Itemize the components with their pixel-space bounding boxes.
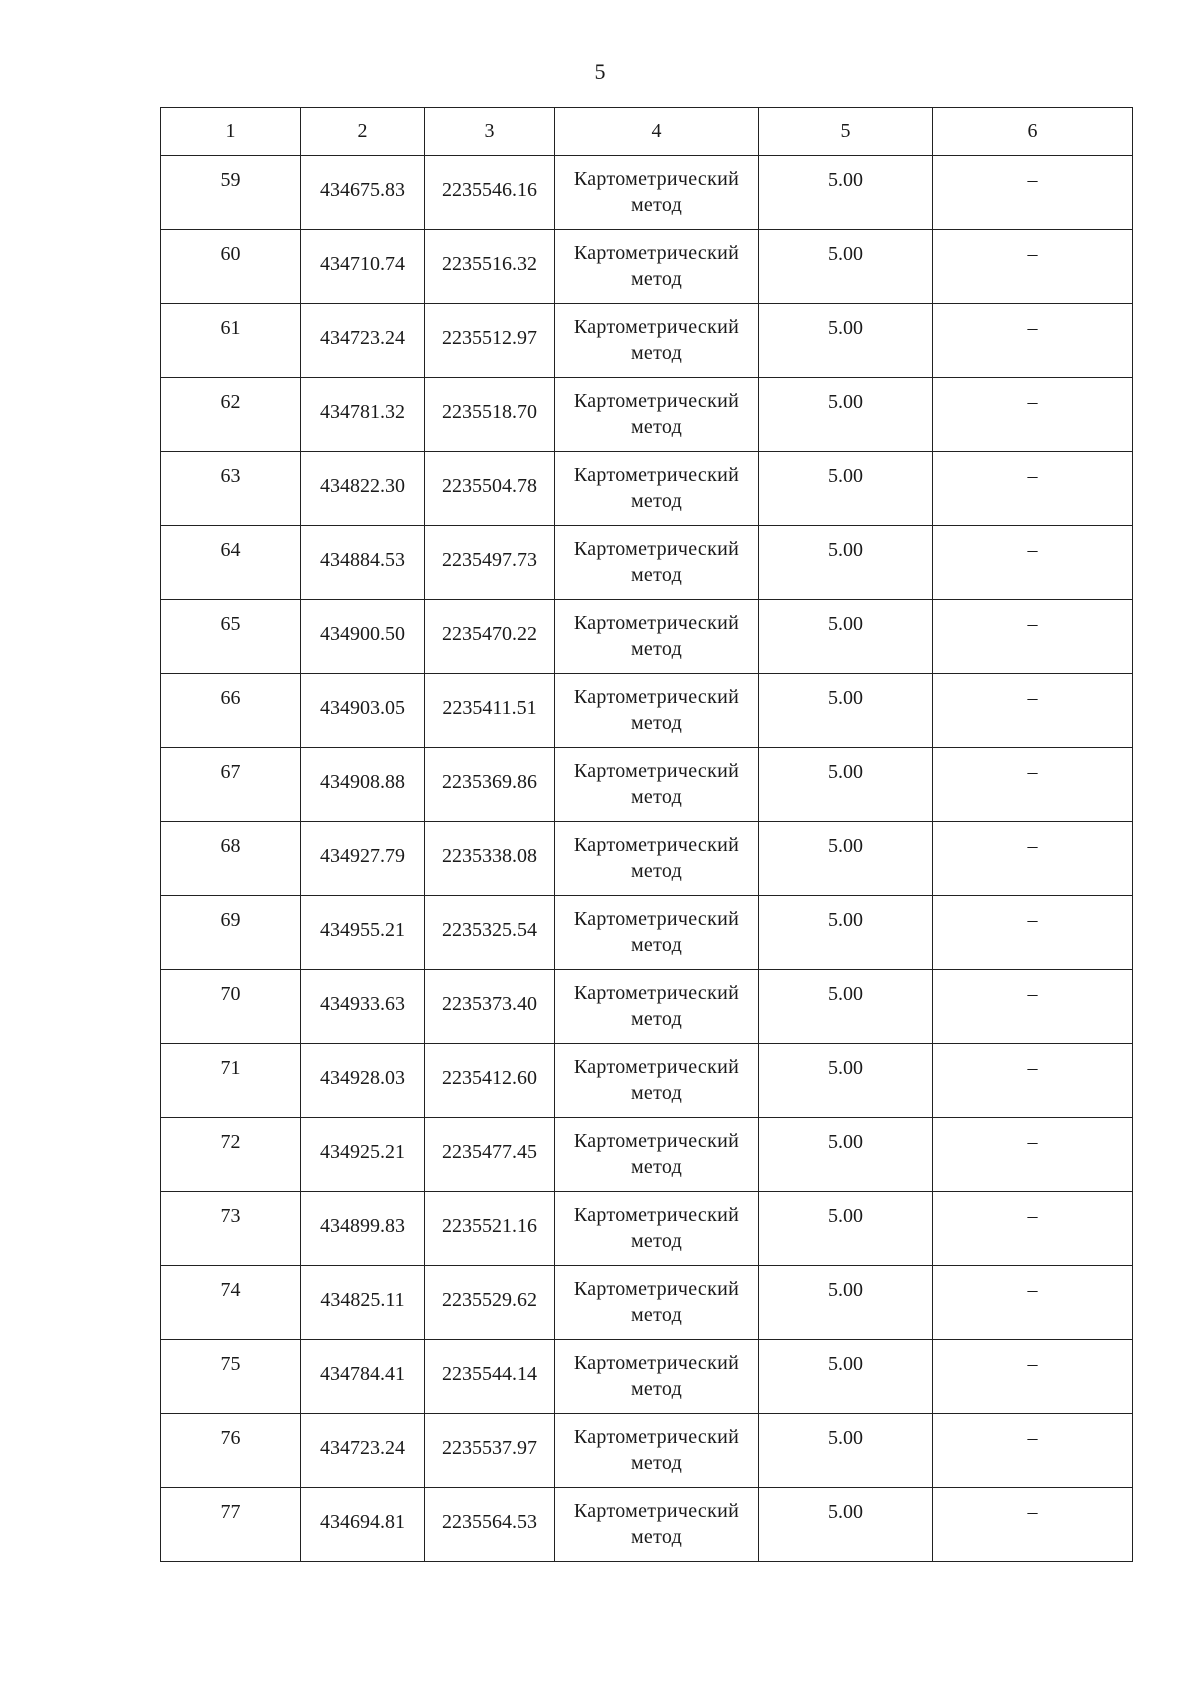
y-coordinate-cell (425, 304, 555, 378)
accuracy-cell (759, 230, 933, 304)
method-text (555, 684, 758, 736)
accuracy-value: 5.00 (828, 243, 863, 265)
accuracy-value: 5.00 (828, 539, 863, 561)
x-coordinate-cell (301, 230, 425, 304)
note-dash: – (1027, 909, 1038, 931)
y-coordinate-cell (425, 1044, 555, 1118)
point-number: 67 (220, 761, 241, 783)
accuracy-cell (759, 304, 933, 378)
note-dash: – (1027, 243, 1038, 265)
table-row (161, 1340, 1133, 1414)
note-cell (933, 600, 1133, 674)
method-cell (555, 156, 759, 230)
method-line-2: метод (630, 1378, 683, 1400)
table-row (161, 896, 1133, 970)
accuracy-cell (759, 1192, 933, 1266)
method-cell (555, 600, 759, 674)
method-cell (555, 1044, 759, 1118)
y-coordinate: 2235338.08 (442, 845, 537, 867)
x-coordinate: 434723.24 (320, 327, 405, 349)
accuracy-cell (759, 452, 933, 526)
method-line-2: метод (630, 268, 683, 290)
x-coordinate: 434900.50 (320, 623, 405, 645)
y-coordinate: 2235546.16 (442, 179, 537, 201)
page-number: 5 (594, 59, 606, 84)
method-line-2: метод (630, 638, 683, 660)
x-coordinate: 434928.03 (320, 1067, 405, 1089)
method-line-1: Картометрический (573, 168, 740, 190)
accuracy-cell (759, 970, 933, 1044)
note-dash: – (1027, 1501, 1038, 1523)
method-line-1: Картометрический (573, 1352, 740, 1374)
point-number: 74 (220, 1279, 241, 1301)
method-line-1: Картометрический (573, 760, 740, 782)
point-number: 68 (220, 835, 241, 857)
note-cell (933, 378, 1133, 452)
point-number-cell (161, 304, 301, 378)
note-cell (933, 896, 1133, 970)
method-cell (555, 822, 759, 896)
x-coordinate-cell (301, 822, 425, 896)
accuracy-cell (759, 1414, 933, 1488)
method-text (555, 240, 758, 292)
note-cell (933, 970, 1133, 1044)
method-text (555, 1276, 758, 1328)
y-coordinate-cell (425, 674, 555, 748)
accuracy-cell (759, 1488, 933, 1562)
x-coordinate: 434899.83 (320, 1215, 405, 1237)
point-number-cell (161, 600, 301, 674)
table-row (161, 600, 1133, 674)
method-text (555, 462, 758, 514)
point-number: 71 (220, 1057, 241, 1079)
point-number: 64 (220, 539, 241, 561)
point-number-cell (161, 970, 301, 1044)
method-cell (555, 674, 759, 748)
x-coordinate-cell (301, 970, 425, 1044)
method-text (555, 1128, 758, 1180)
x-coordinate-cell (301, 1044, 425, 1118)
x-coordinate: 434784.41 (320, 1363, 405, 1385)
y-coordinate-cell (425, 600, 555, 674)
note-dash: – (1027, 1205, 1038, 1227)
accuracy-cell (759, 674, 933, 748)
accuracy-value: 5.00 (828, 465, 863, 487)
x-coordinate: 434723.24 (320, 1437, 405, 1459)
note-dash: – (1027, 539, 1038, 561)
method-cell (555, 1340, 759, 1414)
method-line-2: метод (630, 1452, 683, 1474)
y-coordinate-cell (425, 1118, 555, 1192)
point-number-cell (161, 1488, 301, 1562)
method-line-1: Картометрический (573, 1130, 740, 1152)
method-line-1: Картометрический (573, 316, 740, 338)
note-dash: – (1027, 983, 1038, 1005)
accuracy-value: 5.00 (828, 909, 863, 931)
table-row (161, 230, 1133, 304)
point-number-cell (161, 526, 301, 600)
y-coordinate: 2235544.14 (442, 1363, 537, 1385)
note-cell (933, 1414, 1133, 1488)
accuracy-cell (759, 748, 933, 822)
x-coordinate: 434825.11 (320, 1289, 405, 1311)
y-coordinate-cell (425, 452, 555, 526)
accuracy-value: 5.00 (828, 1501, 863, 1523)
method-text (555, 1202, 758, 1254)
method-text (555, 906, 758, 958)
accuracy-value: 5.00 (828, 317, 863, 339)
point-number-cell (161, 378, 301, 452)
y-coordinate-cell (425, 1488, 555, 1562)
method-cell (555, 526, 759, 600)
method-line-2: метод (630, 1156, 683, 1178)
method-line-2: метод (630, 860, 683, 882)
method-text (555, 536, 758, 588)
method-cell (555, 304, 759, 378)
y-coordinate: 2235477.45 (442, 1141, 537, 1163)
method-line-1: Картометрический (573, 390, 740, 412)
note-dash: – (1027, 613, 1038, 635)
y-coordinate-cell (425, 378, 555, 452)
x-coordinate: 434884.53 (320, 549, 405, 571)
method-cell (555, 230, 759, 304)
table-row (161, 1488, 1133, 1562)
note-cell (933, 1044, 1133, 1118)
table-row (161, 1044, 1133, 1118)
accuracy-cell (759, 1044, 933, 1118)
point-number-cell (161, 896, 301, 970)
table-row (161, 378, 1133, 452)
point-number: 73 (220, 1205, 241, 1227)
method-text (555, 980, 758, 1032)
point-number: 72 (220, 1131, 241, 1153)
table-row (161, 970, 1133, 1044)
x-coordinate: 434908.88 (320, 771, 405, 793)
method-cell (555, 970, 759, 1044)
method-line-1: Картометрический (573, 1426, 740, 1448)
note-cell (933, 526, 1133, 600)
method-line-1: Картометрический (573, 908, 740, 930)
note-dash: – (1027, 1057, 1038, 1079)
x-coordinate-cell (301, 1266, 425, 1340)
y-coordinate: 2235411.51 (442, 697, 537, 719)
point-number-cell (161, 1266, 301, 1340)
y-coordinate-cell (425, 526, 555, 600)
accuracy-cell (759, 526, 933, 600)
method-line-2: метод (630, 1082, 683, 1104)
point-number: 61 (220, 317, 241, 339)
table-row (161, 822, 1133, 896)
point-number-cell (161, 156, 301, 230)
note-cell (933, 1488, 1133, 1562)
point-number-cell (161, 1340, 301, 1414)
point-number-cell (161, 674, 301, 748)
x-coordinate-cell (301, 600, 425, 674)
point-number-cell (161, 822, 301, 896)
x-coordinate-cell (301, 674, 425, 748)
note-cell (933, 1192, 1133, 1266)
y-coordinate: 2235516.32 (442, 253, 537, 275)
method-line-2: метод (630, 416, 683, 438)
note-dash: – (1027, 1131, 1038, 1153)
method-line-2: метод (630, 1230, 683, 1252)
accuracy-value: 5.00 (828, 1057, 863, 1079)
method-line-2: метод (630, 194, 683, 216)
note-cell (933, 304, 1133, 378)
point-number: 75 (220, 1353, 241, 1375)
x-coordinate-cell (301, 304, 425, 378)
y-coordinate: 2235537.97 (442, 1437, 537, 1459)
point-number-cell (161, 1118, 301, 1192)
method-line-1: Картометрический (573, 1204, 740, 1226)
x-coordinate: 434694.81 (320, 1511, 405, 1533)
accuracy-cell (759, 156, 933, 230)
x-coordinate: 434933.63 (320, 993, 405, 1015)
note-dash: – (1027, 761, 1038, 783)
table-row (161, 452, 1133, 526)
y-coordinate: 2235529.62 (442, 1289, 537, 1311)
note-dash: – (1027, 465, 1038, 487)
point-number: 77 (220, 1501, 241, 1523)
coordinates-table (160, 107, 1133, 1562)
method-cell (555, 1266, 759, 1340)
method-cell (555, 378, 759, 452)
note-dash: – (1027, 835, 1038, 857)
point-number-cell (161, 1192, 301, 1266)
table-row (161, 1118, 1133, 1192)
x-coordinate: 434822.30 (320, 475, 405, 497)
column-header-4: 4 (555, 108, 759, 156)
y-coordinate-cell (425, 896, 555, 970)
y-coordinate: 2235369.86 (442, 771, 537, 793)
x-coordinate: 434925.21 (320, 1141, 405, 1163)
point-number: 70 (220, 983, 241, 1005)
column-header-2: 2 (301, 108, 425, 156)
note-cell (933, 452, 1133, 526)
method-line-1: Картометрический (573, 1500, 740, 1522)
method-text (555, 1498, 758, 1550)
point-number-cell (161, 1044, 301, 1118)
y-coordinate-cell (425, 748, 555, 822)
table-row (161, 1266, 1133, 1340)
method-line-2: метод (630, 786, 683, 808)
note-dash: – (1027, 1353, 1038, 1375)
method-line-2: метод (630, 712, 683, 734)
method-cell (555, 452, 759, 526)
note-cell (933, 1266, 1133, 1340)
method-line-2: метод (630, 1008, 683, 1030)
point-number: 63 (220, 465, 241, 487)
note-dash: – (1027, 317, 1038, 339)
x-coordinate-cell (301, 748, 425, 822)
method-text (555, 388, 758, 440)
point-number: 59 (220, 169, 241, 191)
method-text (555, 758, 758, 810)
x-coordinate: 434675.83 (320, 179, 405, 201)
point-number-cell (161, 1414, 301, 1488)
x-coordinate-cell (301, 1118, 425, 1192)
y-coordinate-cell (425, 1266, 555, 1340)
x-coordinate: 434710.74 (320, 253, 405, 275)
y-coordinate-cell (425, 1414, 555, 1488)
note-dash: – (1027, 169, 1038, 191)
method-line-1: Картометрический (573, 1278, 740, 1300)
x-coordinate-cell (301, 896, 425, 970)
method-line-2: метод (630, 490, 683, 512)
note-cell (933, 1118, 1133, 1192)
table-row (161, 156, 1133, 230)
accuracy-value: 5.00 (828, 761, 863, 783)
column-header-5: 5 (759, 108, 933, 156)
note-cell (933, 230, 1133, 304)
x-coordinate-cell (301, 1488, 425, 1562)
table-row (161, 526, 1133, 600)
column-header-3: 3 (425, 108, 555, 156)
column-header-6: 6 (933, 108, 1133, 156)
point-number-cell (161, 748, 301, 822)
x-coordinate-cell (301, 156, 425, 230)
note-dash: – (1027, 1427, 1038, 1449)
note-dash: – (1027, 687, 1038, 709)
method-line-1: Картометрический (573, 612, 740, 634)
method-line-2: метод (630, 934, 683, 956)
note-dash: – (1027, 1279, 1038, 1301)
method-line-1: Картометрический (573, 1056, 740, 1078)
table-row (161, 748, 1133, 822)
method-line-1: Картометрический (573, 538, 740, 560)
accuracy-value: 5.00 (828, 1205, 863, 1227)
accuracy-cell (759, 378, 933, 452)
x-coordinate-cell (301, 378, 425, 452)
x-coordinate: 434927.79 (320, 845, 405, 867)
y-coordinate-cell (425, 1192, 555, 1266)
y-coordinate-cell (425, 970, 555, 1044)
accuracy-value: 5.00 (828, 835, 863, 857)
method-line-2: метод (630, 1304, 683, 1326)
point-number-cell (161, 230, 301, 304)
point-number: 60 (220, 243, 241, 265)
accuracy-value: 5.00 (828, 391, 863, 413)
accuracy-value: 5.00 (828, 1353, 863, 1375)
point-number: 69 (220, 909, 241, 931)
y-coordinate-cell (425, 156, 555, 230)
method-text (555, 166, 758, 218)
accuracy-cell (759, 896, 933, 970)
method-line-2: метод (630, 564, 683, 586)
point-number-cell (161, 452, 301, 526)
method-line-1: Картометрический (573, 242, 740, 264)
table-row (161, 674, 1133, 748)
note-cell (933, 1340, 1133, 1414)
method-line-1: Картометрический (573, 686, 740, 708)
y-coordinate-cell (425, 230, 555, 304)
note-cell (933, 748, 1133, 822)
method-line-1: Картометрический (573, 464, 740, 486)
method-line-2: метод (630, 1526, 683, 1548)
method-text (555, 314, 758, 366)
y-coordinate-cell (425, 822, 555, 896)
accuracy-cell (759, 1266, 933, 1340)
x-coordinate: 434955.21 (320, 919, 405, 941)
y-coordinate: 2235512.97 (442, 327, 537, 349)
accuracy-value: 5.00 (828, 687, 863, 709)
table-row (161, 1414, 1133, 1488)
method-text (555, 1424, 758, 1476)
point-number: 65 (220, 613, 241, 635)
method-cell (555, 1192, 759, 1266)
y-coordinate: 2235518.70 (442, 401, 537, 423)
accuracy-cell (759, 822, 933, 896)
method-cell (555, 1488, 759, 1562)
y-coordinate: 2235521.16 (442, 1215, 537, 1237)
x-coordinate: 434781.32 (320, 401, 405, 423)
method-cell (555, 748, 759, 822)
table-row (161, 1192, 1133, 1266)
point-number: 62 (220, 391, 241, 413)
method-cell (555, 896, 759, 970)
note-dash: – (1027, 391, 1038, 413)
method-text (555, 1054, 758, 1106)
y-coordinate: 2235373.40 (442, 993, 537, 1015)
method-cell (555, 1118, 759, 1192)
accuracy-value: 5.00 (828, 1427, 863, 1449)
y-coordinate: 2235470.22 (442, 623, 537, 645)
accuracy-value: 5.00 (828, 1131, 863, 1153)
column-header-1: 1 (161, 108, 301, 156)
point-number: 76 (220, 1427, 241, 1449)
y-coordinate: 2235504.78 (442, 475, 537, 497)
table-row (161, 304, 1133, 378)
point-number: 66 (220, 687, 241, 709)
accuracy-value: 5.00 (828, 1279, 863, 1301)
accuracy-cell (759, 1340, 933, 1414)
method-text (555, 610, 758, 662)
y-coordinate: 2235497.73 (442, 549, 537, 571)
method-cell (555, 1414, 759, 1488)
y-coordinate-cell (425, 1340, 555, 1414)
y-coordinate: 2235325.54 (442, 919, 537, 941)
x-coordinate-cell (301, 1340, 425, 1414)
y-coordinate: 2235564.53 (442, 1511, 537, 1533)
table-body (161, 156, 1133, 1562)
x-coordinate-cell (301, 1192, 425, 1266)
note-cell (933, 822, 1133, 896)
x-coordinate-cell (301, 1414, 425, 1488)
method-text (555, 1350, 758, 1402)
note-cell (933, 156, 1133, 230)
x-coordinate-cell (301, 452, 425, 526)
accuracy-cell (759, 1118, 933, 1192)
accuracy-value: 5.00 (828, 983, 863, 1005)
x-coordinate: 434903.05 (320, 697, 405, 719)
accuracy-value: 5.00 (828, 613, 863, 635)
accuracy-value: 5.00 (828, 169, 863, 191)
accuracy-cell (759, 600, 933, 674)
y-coordinate: 2235412.60 (442, 1067, 537, 1089)
method-text (555, 832, 758, 884)
table-header-row (161, 108, 1133, 156)
method-line-2: метод (630, 342, 683, 364)
method-line-1: Картометрический (573, 982, 740, 1004)
x-coordinate-cell (301, 526, 425, 600)
note-cell (933, 674, 1133, 748)
method-line-1: Картометрический (573, 834, 740, 856)
